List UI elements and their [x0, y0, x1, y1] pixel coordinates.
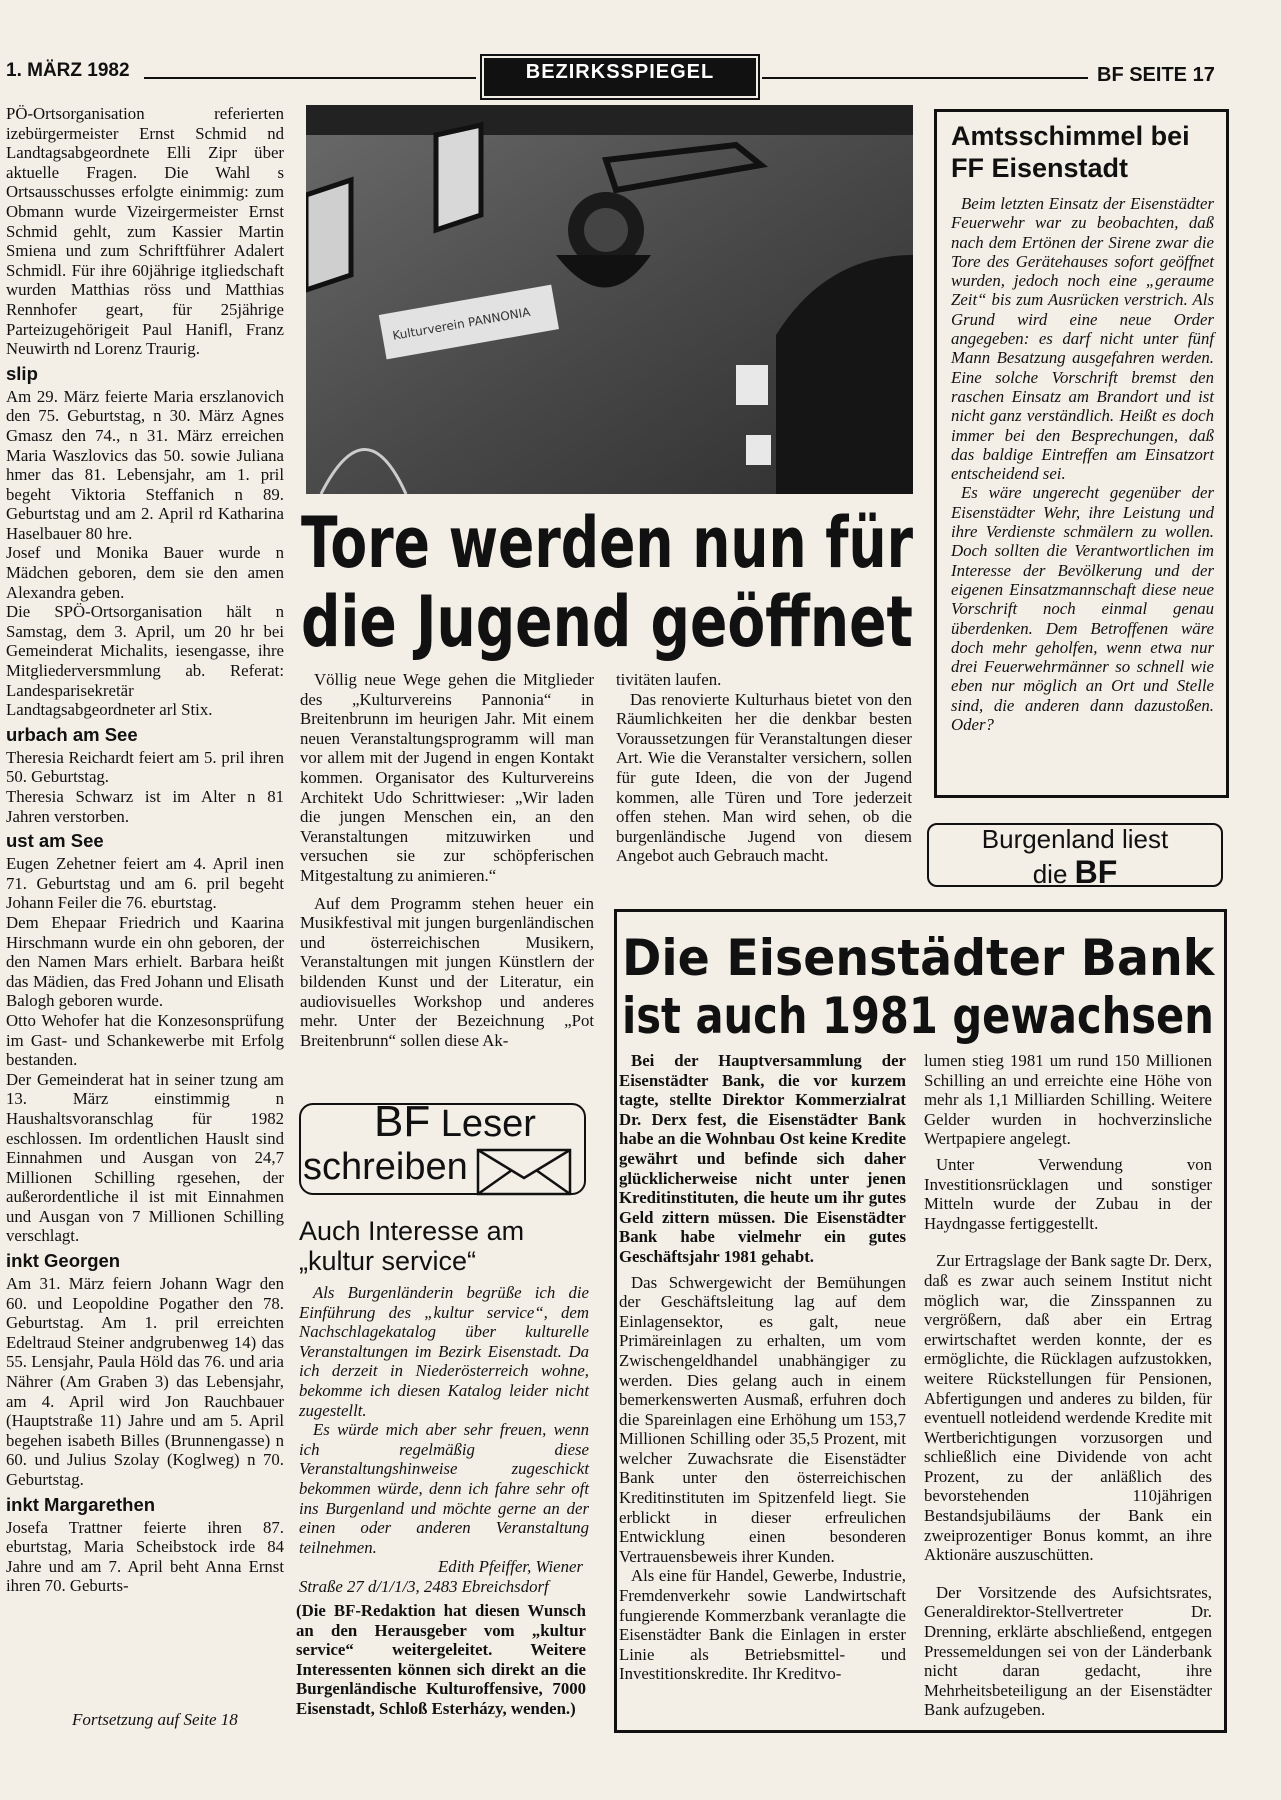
- promo-line1: Burgenland liest: [981, 824, 1169, 854]
- letter-body: [299, 1283, 589, 1597]
- bf-logo: BF: [1074, 854, 1118, 890]
- locality-heading: inkt Margarethen: [6, 1493, 156, 1515]
- bank-paragraph: Unter Verwendung von Investitionsrücklagen und sonstiger Mitteln wurde der Zubau in der Haydngasse fertiggestellt.: [924, 1154, 1212, 1233]
- bank-headline-line1: Die Eisenstädter Bank: [622, 929, 1215, 987]
- letter-title: [299, 1216, 524, 1276]
- letter-signature-line2: Straße 27 d/1/1/3, 2483 Ebreichsdorf: [299, 1576, 549, 1596]
- sign-text: Kulturverein PANNONIA: [391, 304, 532, 343]
- section-title: BEZIRKSSPIEGEL: [484, 58, 756, 96]
- issue-date: 1. MÄRZ 1982: [6, 60, 130, 81]
- letter-signature-line1: Edith Pfeiffer, Wiener: [438, 1557, 583, 1577]
- sidebox-paragraph: Beim letzten Einsatz der Eisenstädter Feuerwehr war zu beobachten, daß nach dem Ertönen der Sirene zwar die Tore des Gerätehauses sofort geöffnet wurden, jedoch noch eine „geraume Zeit“ bis zum Ausrücken verstrich. Als Grund wird eine neue Order angegeben: es darf nicht unter fünf Mann Besatzung ausgefahren werden. Eine solche Vorschrift bremst den raschen Einsatz am Brandort und ist nicht ganz verständlich. Heißt es doch immer bei den Besprechungen, daß das baldige Eintreffen am Einsatzort entscheidend sei.: [951, 194, 1214, 484]
- promo-box: [927, 823, 1223, 890]
- news-item: Dem Ehepaar Friedrich und Kaarina Hirschmann wurde ein ohn geboren, der den Namen Mars erhielt. Barbara heißt das Mädien, das Fred Johann und Elisath Balogh geboren wurde.: [6, 912, 284, 1011]
- news-item: Eugen Zehetner feiert am 4. April inen 71. Geburtstag und am 6. pril begeht Johann Feiler die 76. eburtstag.: [6, 854, 284, 913]
- letters-logo-line2: schreiben: [303, 1146, 468, 1188]
- bank-column-2: [924, 1051, 1212, 1720]
- letter-paragraph: Es würde mich aber sehr freuen, wenn ich regelmäßig diese Veranstaltungshinweise zugeschickt bekommen würde, denn ich fahre sehr oft ins Burgenland und möchte gerne an der einen oder anderen Veranstaltung teilnehmen.: [299, 1420, 589, 1557]
- main-headline-line2: die Jugend geöffnet: [301, 581, 913, 663]
- news-item: Der Gemeinderat hat in seiner tzung am 13. März einstimmig n Haushaltsvoranschlag für 1982 eschlossen. Im ordentlichen Hauslt sind Einnahmen und Ausgan von 24,7 Millionen Schilling rgesehen, der außerordentliche il ist mit Einnahmen und Ausgan von 7 Millionen Schilling verschlagt.: [6, 1069, 284, 1246]
- letter-paragraph: Als Burgenländerin begrüße ich die Einführung des „kultur service“, dem Nachschlagekatalog über kulturelle Veranstaltungen im Bezirk Eisenstadt. Da ich derzeit in Niederösterreich wohne, bekomme ich diesen Katalog leider nicht zugestellt.: [299, 1283, 589, 1420]
- news-item: Theresia Schwarz ist im Alter n 81 Jahren verstorben.: [6, 787, 284, 826]
- photo-kulturhaus: [306, 105, 913, 494]
- bank-headline-line2: ist auch 1981 gewachsen: [622, 987, 1214, 1045]
- bank-paragraph: lumen stieg 1981 um rund 150 Millionen Schilling an und erreichte eine Höhe von mehr als 1,1 Milliarden Schilling. Weitere Gelder wurden in hochverzinsliche Wertpapiere angelegt.: [924, 1051, 1212, 1149]
- news-item: Die SPÖ-Ortsorganisation hält n Samstag, dem 3. April, um 20 hr bei Gemeinderat Michalits, iesengasse, ihre Mitgliederversmmlung ab. Referat: Landesparisekretär Landtagsabgeordneter arl Stix.: [6, 602, 284, 720]
- bank-paragraph: Als eine für Handel, Gewerbe, Industrie, Fremdenverkehr sowie Landwirtschaft fungierende Kommerzbank veranlagte die Eisenstädter Bank die Einlagen in erster Linie als Betriebsmittel- und Investitionskredite. Ihr Kreditvo-: [619, 1566, 906, 1684]
- news-item: Am 29. März feierte Maria erszlanovich den 75. Geburtstag, n 30. März Agnes Gmasz den 74., n 31. März erreichen Maria Waszlovics das 50. sowie Juliana hmer das 81. Lebensjahr, am 1. pril begeht Viktoria Steffanich n 89. Geburtstag und am 2. April rd Katharina Haselbauer 80 hre.: [6, 386, 284, 543]
- main-paragraph: Völlig neue Wege gehen die Mitglieder des „Kulturvereins Pannonia“ in Breitenbrunn im heurigen Jahr. Mit einem neuen Veranstaltungsprogramm will man vor allem mit der Jugend in engen Kontakt kommen. Organisator des Kulturvereins Architekt Udo Schrittwieser: „Wir laden die jungen Menschen ein, an den Veranstaltungen mitzuwirken und versuchen sie zur schöpferischen Mitgestaltung zu animieren.“: [300, 670, 594, 885]
- main-article-column-2: [616, 670, 912, 866]
- letter-title-line1: Auch Interesse am: [299, 1216, 525, 1246]
- bf-logo: BF: [374, 1097, 431, 1146]
- locality-heading: ust am See: [6, 830, 104, 852]
- locality-heading: slip: [6, 362, 38, 384]
- main-paragraph: tivitäten laufen.: [616, 670, 722, 689]
- bank-paragraph: Der Vorsitzende des Aufsichtsrates, Generaldirektor-Stellvertreter Dr. Drenning, erklärte abschließend, entgegen Pressemeldungen sei von der Länderbank nicht daran gedacht, ihre Mehrheitsbeteiligung an der Eisenstädter Bank aufzugeben.: [924, 1582, 1212, 1720]
- locality-heading: urbach am See: [6, 723, 138, 745]
- bank-column-1: [619, 1051, 906, 1684]
- locality-heading: inkt Georgen: [6, 1250, 121, 1272]
- page-number: BF SEITE 17: [1097, 64, 1215, 86]
- building-facade-image: [306, 105, 913, 494]
- sidebox-paragraph: Es wäre ungerecht gegenüber der Eisenstädter Wehr, ihre Leistung und ihre Verdienste schmälern zu wollen. Doch sollten die Verantwortlichen im Interesse der Bevölkerung und der eigenen Einsatzmannschaft diese neue Vorschrift noch einmal genau überdenken. Dem Betroffenen wäre doch mehr geholfen, wenn etwa nur drei Feuerwehrmänner so schnell wie eben nur möglich an Ort und Stelle sind, die anderen dann dazustoßen. Oder?: [951, 483, 1214, 735]
- bank-paragraph: Zur Ertragslage der Bank sagte Dr. Derx, daß es zwar auch seinem Institut nicht möglich war, die Zinsspannen zu vergrößern, daß aber ein Ertrag erwirtschaftet werden konnte, der es ermöglichte, die Rücklagen aufzustokken, weitere Rückstellungen für Pensionen, Abfertigungen und anderes zu bilden, für eventuell notleidend werdende Kredite mit Wertberichtigungen vorzusorgen und schließlich eine Dividende von acht Prozent, zu der anläßlich des bevorstehenden 110jährigen Bestandsjubiläums der Bank ein zweiprozentiger Bonus kommt, an ihre Aktionäre auszuschütten.: [924, 1251, 1212, 1565]
- letters-word: Leser: [440, 1103, 536, 1145]
- news-item: Theresia Reichardt feiert am 5. pril ihren 50. Geburtstag.: [6, 747, 284, 787]
- sidebox-fire-brigade: [934, 109, 1229, 798]
- news-item: Josefa Trattner feierte ihren 87. eburtstag, Maria Scheibstock irde 84 Jahre und am 7. April beht Anna Ernst ihren 70. Geburts-: [6, 1517, 284, 1596]
- news-item: Am 31. März feiern Johann Wagr den 60. und Leopoldine Pogather den 78. Geburtstag. Am 1. pril erreichten Edeltraud Steiner andgrubenweg 14) das 55. Lensjahr, Paula Höld das 76. und aria Nährer (Am Graben 3) das Lebensjahr, am 4. April wird Jon Rauchbauer (Hauptstraße 11) Jahre und am 5. April begehen isabeth Billes (Brunnengasse) n 60. und Julius Szolay (Koglweg) n 70. Geburtstag.: [6, 1274, 284, 1489]
- left-column-local-news: [6, 104, 284, 1704]
- promo-prefix: die: [1032, 859, 1068, 889]
- bank-lead: Bei der Hauptversammlung der Eisenstädter Bank, die vor kurzem tagte, stellte Direktor Kommerzialrat Dr. Derx fest, die Eisenstädter Bank habe an die Wohnbau Ost keine Kredite gewährt und befinde sich daher glücklicherweise nicht unter jenen Kreditinstituten, die heute um ihr gutes Geld zittern müssen. Die Eisenstädter Bank habe vielmehr ein gutes Geschäftsjahr 1981 gehabt.: [619, 1051, 906, 1266]
- header-rule-left: [144, 77, 476, 79]
- news-item: PÖ-Ortsorganisation referierten izebürgermeister Ernst Schmid nd Landtagsabgeordnete Elli Zipr über aktuelle Fragen. Die Wahl s Ortsausschusses erfolgte einimmig: zum Obmann wurde Vizeirgermeister Ernst Schmid gehlt, zum Kassier Martin Smiena und zum Schriftführer Adalert Schmidl. Für ihre 60jährige itgliedschaft wurden Matthias röss und Matthias Rennhofer geart, für 25jährige Parteizugehörigeit Paul Hanifl, Franz Neuwirth nd Lorenz Traurig.: [6, 104, 284, 359]
- bank-paragraph: Das Schwergewicht der Bemühungen der Geschäftsleitung lag auf dem Einlagensektor, es galt, neue Primäreinlagen zu erhalten, um vom Zwischengeldhandel unabhängiger zu werden. Dies gelang auch in einem bemerkenswerten Ausmaß, erfuhren doch die Spareinlagen eine Erhöhung um 153,7 Millionen Schilling oder 35,5 Prozent, mit welcher Zuwachsrate die Eisenstädter Bank unter den österreichischen Kreditinstituten im Spitzenfeld liegt. Sie erblickt in dieser erfreulichen Entwicklung einen besonderen Vertrauensbeweis ihrer Kunden.: [619, 1272, 906, 1566]
- main-article-column-1: [300, 670, 594, 1050]
- sidebox-title: Amtsschimmel bei FF Eisenstadt: [951, 121, 1190, 183]
- news-item: Josef und Monika Bauer wurde n Mädchen geboren, dem sie den amen Alexandra geben.: [6, 543, 284, 602]
- main-headline-line1: Tore werden nun für: [301, 502, 914, 584]
- letter-title-line2: „kultur service“: [299, 1246, 477, 1276]
- continuation-note: Fortsetzung auf Seite 18: [72, 1710, 238, 1729]
- envelope-icon: [476, 1148, 572, 1198]
- news-item: Otto Wehofer hat die Konzesonsprüfung im Gast- und Schankewerbe mit Erfolg bestanden.: [6, 1010, 284, 1070]
- main-paragraph: Auf dem Programm stehen heuer ein Musikfestival mit jungen burgenländischen und österreichischen Musikern, Veranstaltungen mit jungen Künstlern der bildenden Kunst und der Literatur, ein audiovisuelles Workshop und anderes mehr. Unter der Bezeichnung „Pot Breitenbrunn“ sollen diese Ak-: [300, 893, 594, 1050]
- main-paragraph: Das renovierte Kulturhaus bietet von den Räumlichkeiten her die denkbar besten Voraussetzungen für Veranstaltungen dieser Art. Wie die Veranstalter versichern, sollen für gute Ideen, die von der Jugend kommen, alle Türen und Tore jederzeit offen stehen. Man wird sehen, ob die burgenländische Jugend von diesem Angebot auch Gebrauch macht.: [616, 689, 912, 866]
- letters-logo-line1: [374, 1097, 536, 1146]
- editorial-note: (Die BF-Redaktion hat diesen Wunsch an den Herausgeber vom „kultur service“ weitergeleitet. Weitere Interessenten können sich direkt an die Burgenländische Kulturoffensive, 7000 Eisenstadt, Schloß Esterházy, wenden.): [296, 1601, 586, 1718]
- header-rule-right: [762, 77, 1088, 79]
